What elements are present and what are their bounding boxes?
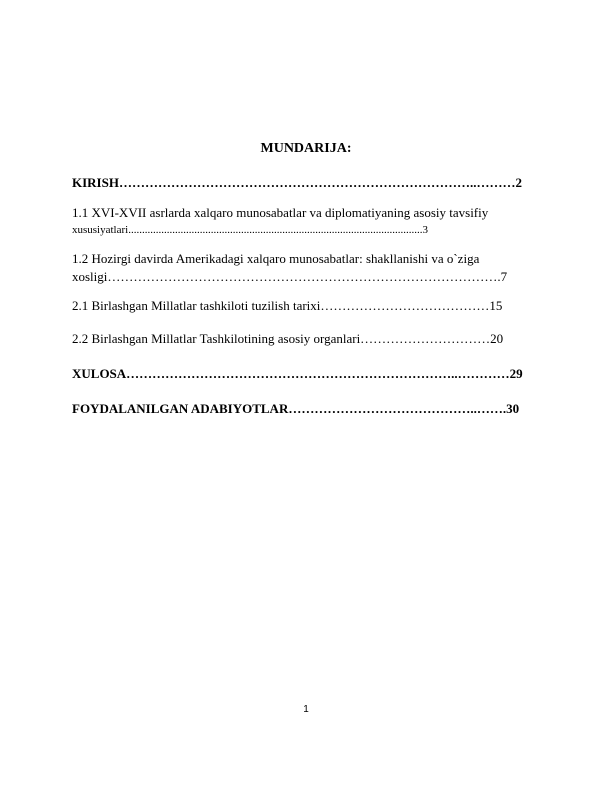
toc-entry-2-2: 2.2 Birlashgan Millatlar Tashkilotining asosiy organlari…………………………20 — [72, 331, 504, 346]
page-title: MUNDARIJA: — [260, 141, 352, 156]
toc-entry-adabiyotlar: FOYDALANILGAN ADABIYOTLAR……………………………………..…….30 — [72, 401, 520, 416]
toc-entry-1-1: 1.1 XVI-XVII asrlarda xalqaro munosabatlar va diplomatiyaning asosiy tavsifiy — [72, 205, 489, 220]
toc-entry-xulosa: XULOSA…………………………………………………………………..…………29 — [72, 366, 523, 381]
toc-entry-2-1: 2.1 Birlashgan Millatlar tashkiloti tuzilish tarixi…………………………………15 — [72, 298, 503, 313]
toc-entry-1-1-cont: xususiyatlari...........................................................................................................3 — [72, 224, 428, 236]
page-number: 1 — [303, 704, 309, 715]
toc-entry-1-2: 1.2 Hozirgi davirda Amerikadagi xalqaro munosabatlar: shakllanishi va o`ziga — [72, 251, 480, 266]
toc-entry-1-2-cont: xosligi……………………………………………………………………………….7 — [72, 269, 508, 284]
toc-entry-kirish: KIRISH………………………………………………………………………..………2 — [72, 175, 522, 190]
